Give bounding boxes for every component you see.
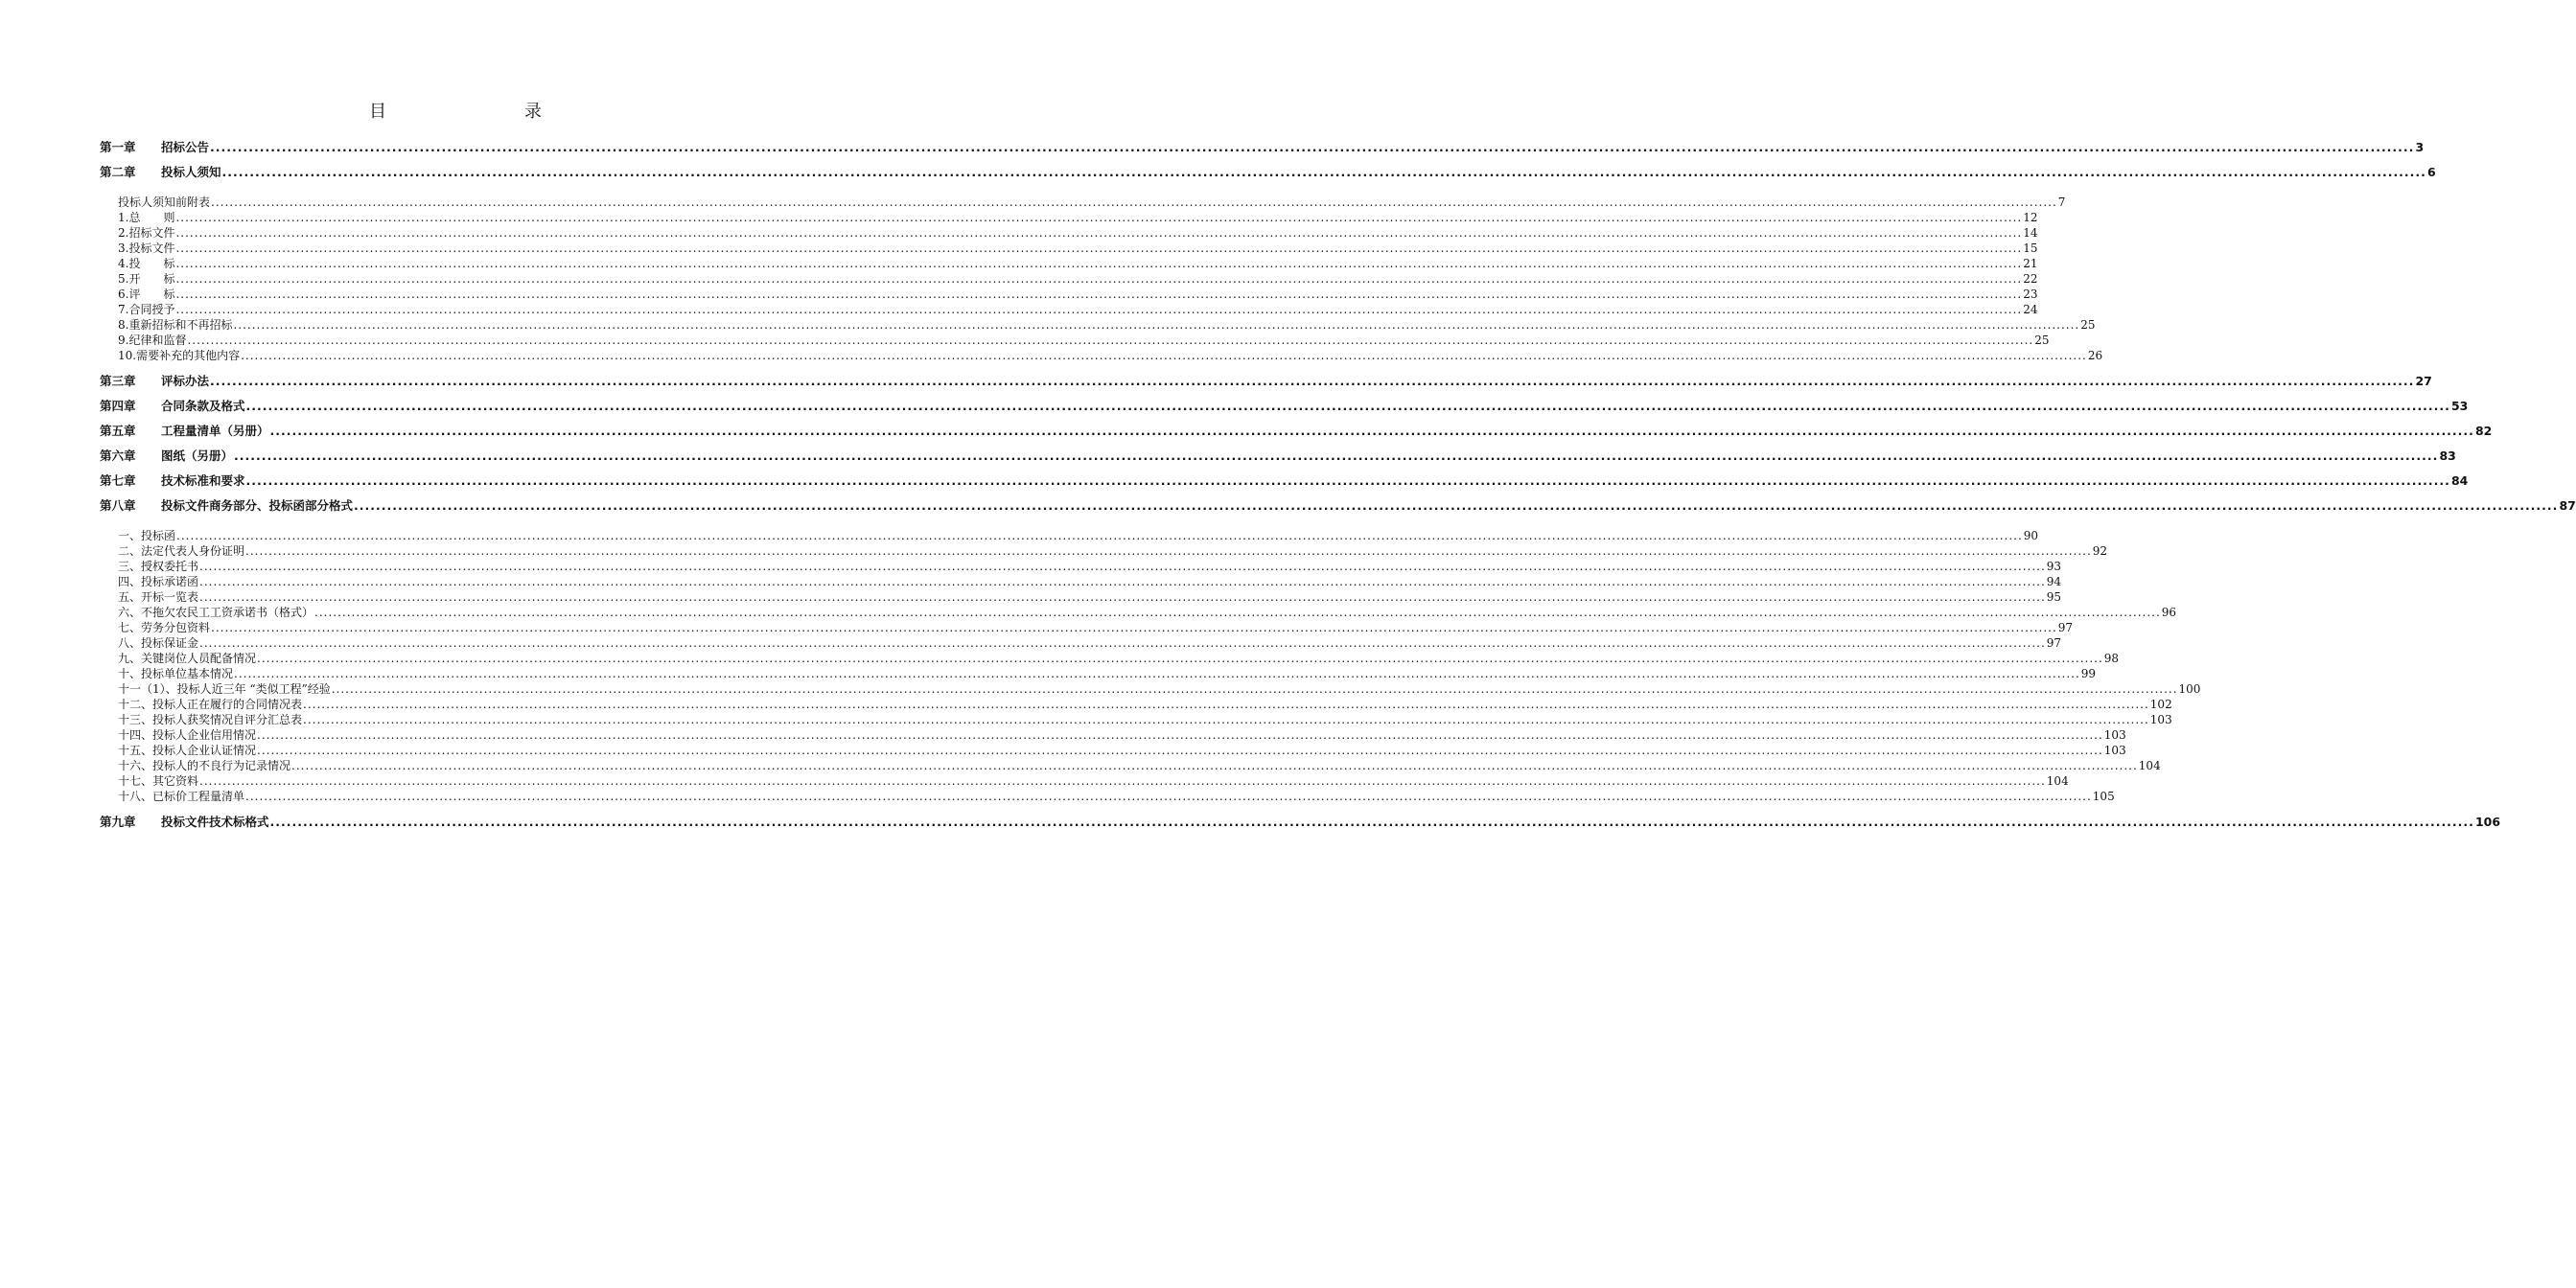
page-number: 3	[2415, 140, 2425, 154]
page-number: 103	[2103, 744, 2126, 757]
page-number: 94	[2046, 575, 2062, 588]
chapter-title: 技术标准和要求	[161, 473, 245, 488]
dot-leader: ................................................................................................................................................................................................................................................................................................................................................................................................................	[291, 759, 2138, 772]
page-number: 7	[2057, 196, 2066, 209]
page-number: 104	[2046, 774, 2069, 788]
dot-leader: ................................................................................................................................................................................................................................................................................................................................................................................................................	[175, 288, 2023, 301]
chapter-title: 招标公告	[161, 140, 210, 154]
dot-leader: ................................................................................................................................................................................................................................................................................................................................................................................................................	[331, 682, 2178, 696]
dot-leader: ................................................................................................................................................................................................................................................................................................................................................................................................................	[245, 473, 2450, 488]
chapter-number: 第四章	[100, 399, 136, 413]
dot-leader: ................................................................................................................................................................................................................................................................................................................................................................................................................	[257, 728, 2103, 742]
dot-leader: ................................................................................................................................................................................................................................................................................................................................................................................................................	[257, 652, 2103, 665]
chapter-label	[100, 469, 245, 494]
toc-sub-entry	[100, 225, 2038, 241]
dot-leader: ................................................................................................................................................................................................................................................................................................................................................................................................................	[314, 606, 2161, 619]
chapter-number: 第一章	[100, 140, 136, 154]
chapter-label	[100, 369, 209, 394]
sub-entry-title: 十二、投标人正在履行的合同情况表	[118, 698, 303, 711]
page-number: 98	[2103, 652, 2120, 665]
page-number: 24	[2023, 303, 2038, 316]
dot-leader: ................................................................................................................................................................................................................................................................................................................................................................................................................	[234, 667, 2080, 680]
page-number: 102	[2149, 698, 2172, 711]
sub-entry-title: 6.评 标	[118, 288, 175, 301]
page-number: 23	[2023, 288, 2038, 301]
sub-entry-title: 五、开标一览表	[118, 590, 199, 604]
chapter-label	[100, 160, 221, 185]
toc-sub-entry	[100, 743, 2126, 758]
page-number: 97	[2057, 621, 2074, 634]
sub-entry-title: 十一（1）、投标人近三年 “类似工程”经验	[118, 682, 331, 696]
toc-sub-entry	[100, 333, 2050, 348]
toc-sub-entry	[100, 241, 2038, 256]
page-number: 87	[2559, 498, 2576, 513]
page-number: 83	[2439, 448, 2456, 463]
dot-leader: ................................................................................................................................................................................................................................................................................................................................................................................................................	[175, 226, 2023, 240]
dot-leader: ................................................................................................................................................................................................................................................................................................................................................................................................................	[176, 529, 2023, 542]
page-number: 14	[2023, 226, 2038, 240]
toc-sub-entry	[100, 271, 2038, 287]
page-number: 21	[2023, 257, 2038, 270]
toc-subsection-group	[100, 185, 2103, 369]
toc-sub-entry	[100, 712, 2172, 727]
toc-sub-entry	[100, 348, 2103, 363]
sub-entry-title: 十八、已标价工程量清单	[118, 790, 245, 803]
sub-entry-title: 十四、投标人企业信用情况	[118, 728, 257, 742]
dot-leader: ................................................................................................................................................................................................................................................................................................................................................................................................................	[211, 621, 2057, 634]
toc-sub-entry	[100, 589, 2062, 605]
page-number: 99	[2080, 667, 2097, 680]
dot-leader: ................................................................................................................................................................................................................................................................................................................................................................................................................	[354, 498, 2559, 513]
page-number: 103	[2149, 713, 2172, 726]
chapter-label	[100, 444, 233, 469]
page-number: 105	[2092, 790, 2115, 803]
toc-sub-entry	[100, 773, 2069, 789]
sub-entry-title: 四、投标承诺函	[118, 575, 199, 588]
dot-leader: ................................................................................................................................................................................................................................................................................................................................................................................................................	[210, 374, 2415, 388]
page-number: 97	[2046, 636, 2062, 650]
dot-leader: ................................................................................................................................................................................................................................................................................................................................................................................................................	[175, 242, 2023, 255]
dot-leader: ................................................................................................................................................................................................................................................................................................................................................................................................................	[245, 399, 2450, 413]
chapter-title: 投标文件技术标格式	[161, 815, 269, 829]
toc-sub-entry	[100, 789, 2115, 804]
page-number: 27	[2415, 374, 2432, 388]
toc-chapter-entry	[100, 160, 2436, 185]
page-number: 90	[2023, 529, 2039, 542]
toc-sub-entry	[100, 697, 2172, 712]
dot-leader: ................................................................................................................................................................................................................................................................................................................................................................................................................	[175, 303, 2023, 316]
sub-entry-title: 十三、投标人获奖情况自评分汇总表	[118, 713, 303, 726]
page-number: 25	[2034, 334, 2050, 347]
sub-entry-title: 投标人须知前附表	[118, 196, 211, 209]
page-number: 104	[2138, 759, 2161, 772]
dot-leader: ................................................................................................................................................................................................................................................................................................................................................................................................................	[187, 334, 2034, 347]
toc-sub-entry	[100, 620, 2074, 635]
dot-leader: ................................................................................................................................................................................................................................................................................................................................................................................................................	[199, 636, 2046, 650]
sub-entry-title: 十六、投标人的不良行为记录情况	[118, 759, 291, 772]
page-number: 53	[2450, 399, 2469, 413]
toc-sub-entry	[100, 543, 2108, 559]
chapter-number: 第六章	[100, 448, 136, 463]
page-number: 6	[2426, 165, 2436, 179]
toc-sub-entry	[100, 559, 2062, 574]
toc-title: 目 录	[369, 102, 576, 122]
chapter-title: 工程量清单（另册）	[161, 424, 269, 438]
toc-sub-entry	[100, 605, 2177, 620]
sub-entry-title: 十、投标单位基本情况	[118, 667, 234, 680]
chapter-title: 评标办法	[161, 374, 210, 388]
dot-leader: ................................................................................................................................................................................................................................................................................................................................................................................................................	[245, 544, 2092, 558]
chapter-label	[100, 419, 269, 444]
chapter-title: 合同条款及格式	[161, 399, 245, 413]
sub-entry-title: 3.投标文件	[118, 242, 175, 255]
dot-leader: ................................................................................................................................................................................................................................................................................................................................................................................................................	[303, 713, 2149, 726]
toc-sub-entry	[100, 287, 2038, 302]
page-number: 96	[2161, 606, 2177, 619]
dot-leader: ................................................................................................................................................................................................................................................................................................................................................................................................................	[175, 272, 2023, 286]
sub-entry-title: 10.需要补充的其他内容	[118, 349, 241, 362]
toc-sub-entry	[100, 317, 2096, 333]
chapter-number: 第八章	[100, 498, 136, 513]
toc-sub-entry	[100, 666, 2097, 681]
dot-leader: ................................................................................................................................................................................................................................................................................................................................................................................................................	[233, 318, 2080, 332]
dot-leader: ................................................................................................................................................................................................................................................................................................................................................................................................................	[175, 211, 2023, 224]
dot-leader: ................................................................................................................................................................................................................................................................................................................................................................................................................	[269, 424, 2474, 438]
chapter-number: 第二章	[100, 165, 136, 179]
toc-chapter-entry	[100, 494, 2576, 518]
dot-leader: ................................................................................................................................................................................................................................................................................................................................................................................................................	[245, 790, 2092, 803]
toc-chapter-entry	[100, 469, 2469, 494]
page-number: 84	[2450, 473, 2469, 488]
toc-sub-entry	[100, 256, 2038, 271]
toc-sub-entry	[100, 210, 2038, 225]
chapter-number: 第九章	[100, 815, 136, 829]
sub-entry-title: 六、不拖欠农民工工资承诺书（格式）	[118, 606, 314, 619]
dot-leader: ................................................................................................................................................................................................................................................................................................................................................................................................................	[211, 196, 2057, 209]
dot-leader: ................................................................................................................................................................................................................................................................................................................................................................................................................	[303, 698, 2149, 711]
toc-chapter-entry	[100, 135, 2425, 160]
page-number: 26	[2087, 349, 2103, 362]
chapter-label	[100, 810, 269, 835]
sub-entry-title: 九、关键岗位人员配备情况	[118, 652, 257, 665]
sub-entry-title: 4.投 标	[118, 257, 175, 270]
page-number: 93	[2046, 560, 2062, 573]
sub-entry-title: 8.重新招标和不再招标	[118, 318, 233, 332]
page-number: 15	[2023, 242, 2038, 255]
page-number: 106	[2474, 815, 2501, 829]
toc-subsection-group	[100, 518, 2201, 810]
toc-sub-entry	[100, 195, 2066, 210]
chapter-label	[100, 135, 209, 160]
page-number: 92	[2092, 544, 2108, 558]
table-of-contents	[100, 135, 2576, 835]
dot-leader: ................................................................................................................................................................................................................................................................................................................................................................................................................	[257, 744, 2103, 757]
toc-chapter-entry	[100, 419, 2493, 444]
chapter-label	[100, 394, 245, 419]
dot-leader: ................................................................................................................................................................................................................................................................................................................................................................................................................	[210, 140, 2415, 154]
sub-entry-title: 一、投标函	[118, 529, 176, 542]
sub-entry-title: 十七、其它资料	[118, 774, 199, 788]
chapter-number: 第五章	[100, 424, 136, 438]
toc-sub-entry	[100, 528, 2039, 543]
page-number: 22	[2023, 272, 2038, 286]
sub-entry-title: 5.开 标	[118, 272, 175, 286]
page-number: 25	[2080, 318, 2096, 332]
page-number: 95	[2046, 590, 2062, 604]
chapter-title: 图纸（另册）	[161, 448, 234, 463]
toc-sub-entry	[100, 302, 2038, 317]
toc-sub-entry	[100, 727, 2126, 743]
toc-sub-entry	[100, 758, 2161, 773]
dot-leader: ................................................................................................................................................................................................................................................................................................................................................................................................................	[199, 560, 2046, 573]
dot-leader: ................................................................................................................................................................................................................................................................................................................................................................................................................	[241, 349, 2087, 362]
dot-leader: ................................................................................................................................................................................................................................................................................................................................................................................................................	[269, 815, 2474, 829]
toc-chapter-entry	[100, 810, 2501, 835]
sub-entry-title: 七、劳务分包资料	[118, 621, 211, 634]
chapter-number: 第七章	[100, 473, 136, 488]
toc-sub-entry	[100, 651, 2120, 666]
toc-chapter-entry	[100, 394, 2469, 419]
sub-entry-title: 十五、投标人企业认证情况	[118, 744, 257, 757]
chapter-title: 投标文件商务部分、投标函部分格式	[161, 498, 354, 513]
sub-entry-title: 三、授权委托书	[118, 560, 199, 573]
sub-entry-title: 2.招标文件	[118, 226, 175, 240]
dot-leader: ................................................................................................................................................................................................................................................................................................................................................................................................................	[234, 448, 2439, 463]
toc-sub-entry	[100, 635, 2062, 651]
toc-chapter-entry	[100, 444, 2456, 469]
page-number: 100	[2178, 682, 2201, 696]
sub-entry-title: 9.纪律和监督	[118, 334, 187, 347]
sub-entry-title: 1.总 则	[118, 211, 175, 224]
page-number: 12	[2023, 211, 2038, 224]
page-number: 82	[2474, 424, 2493, 438]
sub-entry-title: 二、法定代表人身份证明	[118, 544, 245, 558]
toc-chapter-entry	[100, 369, 2432, 394]
chapter-title: 投标人须知	[161, 165, 221, 179]
sub-entry-title: 7.合同授予	[118, 303, 175, 316]
toc-sub-entry	[100, 574, 2062, 589]
dot-leader: ................................................................................................................................................................................................................................................................................................................................................................................................................	[221, 165, 2426, 179]
dot-leader: ................................................................................................................................................................................................................................................................................................................................................................................................................	[199, 774, 2046, 788]
toc-sub-entry	[100, 681, 2201, 697]
dot-leader: ................................................................................................................................................................................................................................................................................................................................................................................................................	[175, 257, 2023, 270]
page-number: 103	[2103, 728, 2126, 742]
sub-entry-title: 八、投标保证金	[118, 636, 199, 650]
dot-leader: ................................................................................................................................................................................................................................................................................................................................................................................................................	[199, 575, 2046, 588]
dot-leader: ................................................................................................................................................................................................................................................................................................................................................................................................................	[199, 590, 2046, 604]
chapter-label	[100, 494, 353, 518]
chapter-number: 第三章	[100, 374, 136, 388]
